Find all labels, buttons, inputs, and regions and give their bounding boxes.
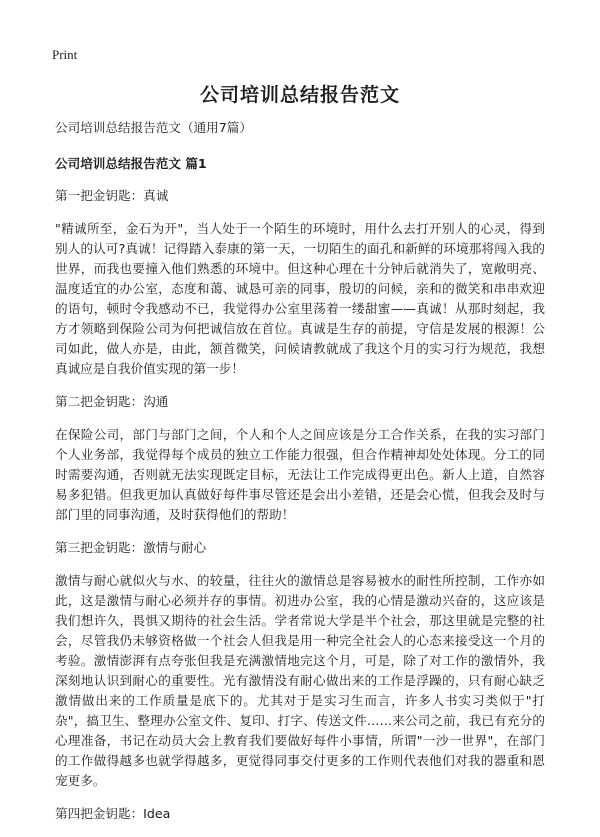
section-heading-4: 第四把金钥匙：Idea xyxy=(55,806,171,821)
section-heading-3: 第三把金钥匙：激情与耐心 xyxy=(55,540,207,555)
paragraph-2: 在保险公司，部门与部门之间，个人和个人之间应该是分工合作关系，在我的实习部门个人业务部，我觉得每个成员的独立工作能力很强，但合作精神却处处体现。分工的同时需要沟通，否则就无法实现既定目标，无法让工作完成得更出色。新人上道，自然容易多犯错。但我更加认真做好每件事尽管还是会出小差错，还是会心慌，但我会及时与部门里的同事沟通，及时获得他们的帮助！ xyxy=(55,427,545,522)
page-title: 公司培训总结报告范文 xyxy=(199,84,400,106)
print-label: Print xyxy=(52,47,78,62)
document-body xyxy=(55,118,545,837)
paragraph-3: 激情与耐心就似火与水、的较量，往往火的激情总是容易被水的耐性所控制，工作亦如此，这是激情与耐心必须并存的事情。初进办公室，我的心情是激动兴奋的，这应该是我们想许久，畏惧又期待的社会生活。学者常说大学是半个社会，那这里就是完整的社会，尽管我仍未够资格做一个社会人但我是用一种完全社会人的心态来接受这一个月的考验。激情澎湃有点夸张但我是充满激情地完这个月，可是，除了对工作的激情外，我深刻地认识到耐心的重要性。光有激情没有耐心做出来的工作是浮躁的，只有耐心缺乏激情做出来的工作质量是底下的。尤其对于是实习生而言，许多人书实习类似于"打杂"，搞卫生、整理办公室文件、复印、打字、传送文件……来公司之前，我已有充分的心理准备，书记在动员大会上教育我们要做好每件小事情，所谓"一沙一世界"，在部门的工作做得越多也就学得越多，更觉得同事交付更多的工作则代表他们对我的器重和恩宠更多。 xyxy=(55,573,545,788)
document-subtitle: 公司培训总结报告范文（通用7篇） xyxy=(55,120,252,135)
section-heading-2: 第二把金钥匙：沟通 xyxy=(55,394,169,409)
section-heading-1: 第一把金钥匙：真诚 xyxy=(55,188,169,203)
paragraph-1: "精诚所至，金石为开"，当人处于一个陌生的环境时，用什么去打开别人的心灵，得到别人的认可?真诚！记得踏入泰康的第一天，一切陌生的面孔和新鲜的环境那将闯入我的世界，而我也要撞入他们熟悉的环境中。但这种心理在十分钟后就消失了，宽敞明亮、温度适宜的办公室，态度和蔼、诚恳可亲的同事，殷切的问候，亲和的微笑和串串欢迎的语句，顿时令我感动不已，我觉得办公室里荡着一缕甜蜜——真诚！从那时刻起，我方才领略到保险公司为何把诚信放在首位。真诚是生存的前提，守信是发展的根源！公司如此，做人亦是，由此，颔首微笑，问候请教就成了我这个月的实习行为规范，我想真诚应是自我价值实现的第一步！ xyxy=(55,221,545,376)
section-title: 公司培训总结报告范文 篇1 xyxy=(55,156,207,171)
